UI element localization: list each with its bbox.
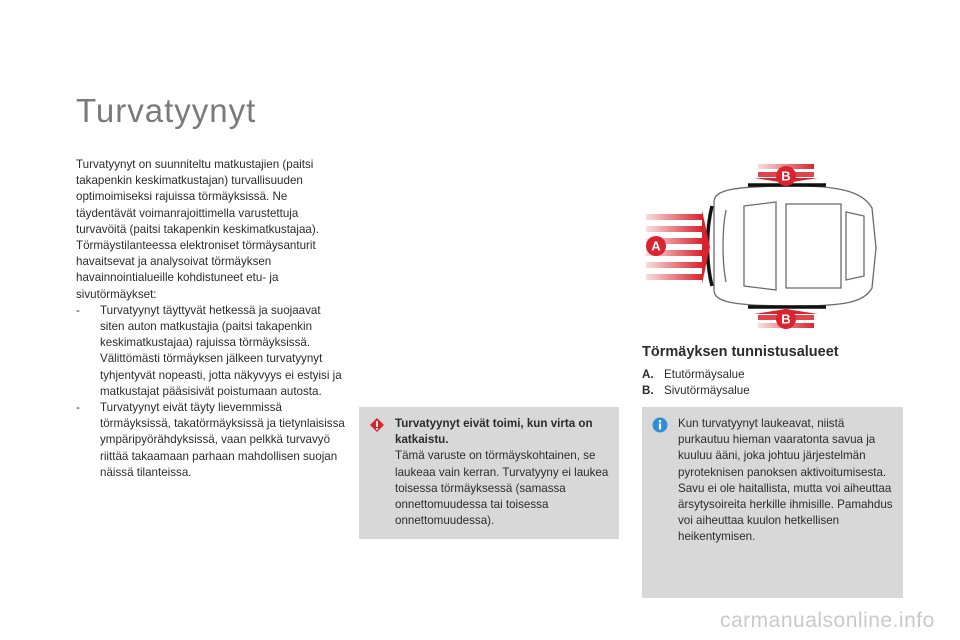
info-box [642, 407, 903, 598]
label-b-bottom: B [781, 311, 791, 327]
warning-box [359, 407, 619, 539]
label-b-bottom-badge [776, 309, 796, 329]
car-outline [714, 186, 876, 306]
bullet-item [76, 400, 346, 481]
detection-title: Törmäyksen tunnistusalueet [642, 344, 839, 360]
legend-item [642, 383, 750, 399]
bullet-text: Turvatyynyt eivät täyty lievemmissä törmäyksissä, takatörmäyksissä ja tietynlaisissa ympäripyörähdyksissä, vaan pelkkä turvavyö riittää takaamaan parhaan mahdollisen suojan näissä tilanteissa. [100, 401, 345, 479]
bullet-dash: - [76, 303, 80, 317]
intro-text [76, 157, 346, 481]
warning-body: Tämä varuste on törmäyskohtainen, se laukeaa vain kerran. Turvatyyny ei laukea toisessa törmäyksessä (samassa onnettomuudessa tai toisessa onnettomuudessa). [395, 449, 609, 528]
legend-key: A. [642, 368, 654, 381]
legend-label: Etutörmäysalue [664, 368, 745, 381]
collision-zones-diagram [636, 160, 882, 332]
bullet-dash: - [76, 401, 80, 415]
intro-paragraph: Turvatyynyt on suunniteltu matkustajien (paitsi takapenkin keskimatkustajan) turvallisuuden optimoimiseksi rajuissa törmäyksissä. Ne täydentävät voimanrajoittimella varustettuja turvavöitä (paitsi takapenkin keskimatkustajaa). Törmäystilanteessa elektroniset törmäysanturit havaitsevat ja analysoivat törmäyksen havainnointialueille kohdistuneet etu- ja sivutörmäykset: [76, 158, 319, 301]
watermark: carmanualsonline.info [720, 609, 935, 632]
info-text: Kun turvatyynyt laukeavat, niistä purkautuu hieman vaaratonta savua ja kuuluu ääni, joka johtuu järjestelmän pyroteknisen panoksen aktivoitumisesta. Savu ei ole haitallista, mutta voi aiheuttaa ärsytysoireita herkille ihmisille. Pamahdus voi aiheuttaa kuulon hetkellisen heikentymisen. [678, 417, 893, 544]
label-b-top-badge [776, 166, 796, 186]
detection-legend [642, 367, 750, 399]
warning-heading: Turvatyynyt eivät toimi, kun virta on katkaistu. [395, 417, 593, 447]
label-a: A [651, 238, 661, 254]
label-b-top: B [781, 168, 791, 184]
bullet-item [76, 303, 346, 400]
legend-label: Sivutörmäysalue [664, 384, 750, 398]
warning-text [395, 416, 611, 529]
legend-item [642, 367, 750, 383]
bullet-list [76, 303, 346, 481]
legend-key: B. [642, 384, 654, 398]
warning-icon [369, 417, 385, 433]
bullet-text: Turvatyynyt täyttyvät hetkessä ja suojaavat siten auton matkustajia (paitsi takapenkin keskimatkustajaa) rajuissa törmäyksissä. Välittömästi törmäyksen jälkeen turvatyynyt tyhjentyvät nopeasti, jotta näkyvyys ei estyisi ja matkustajat pääsisivät poistumaan autosta. [100, 303, 342, 398]
info-icon [652, 417, 668, 433]
label-a-badge [646, 236, 666, 256]
page-title: Turvatyynyt [76, 92, 257, 129]
